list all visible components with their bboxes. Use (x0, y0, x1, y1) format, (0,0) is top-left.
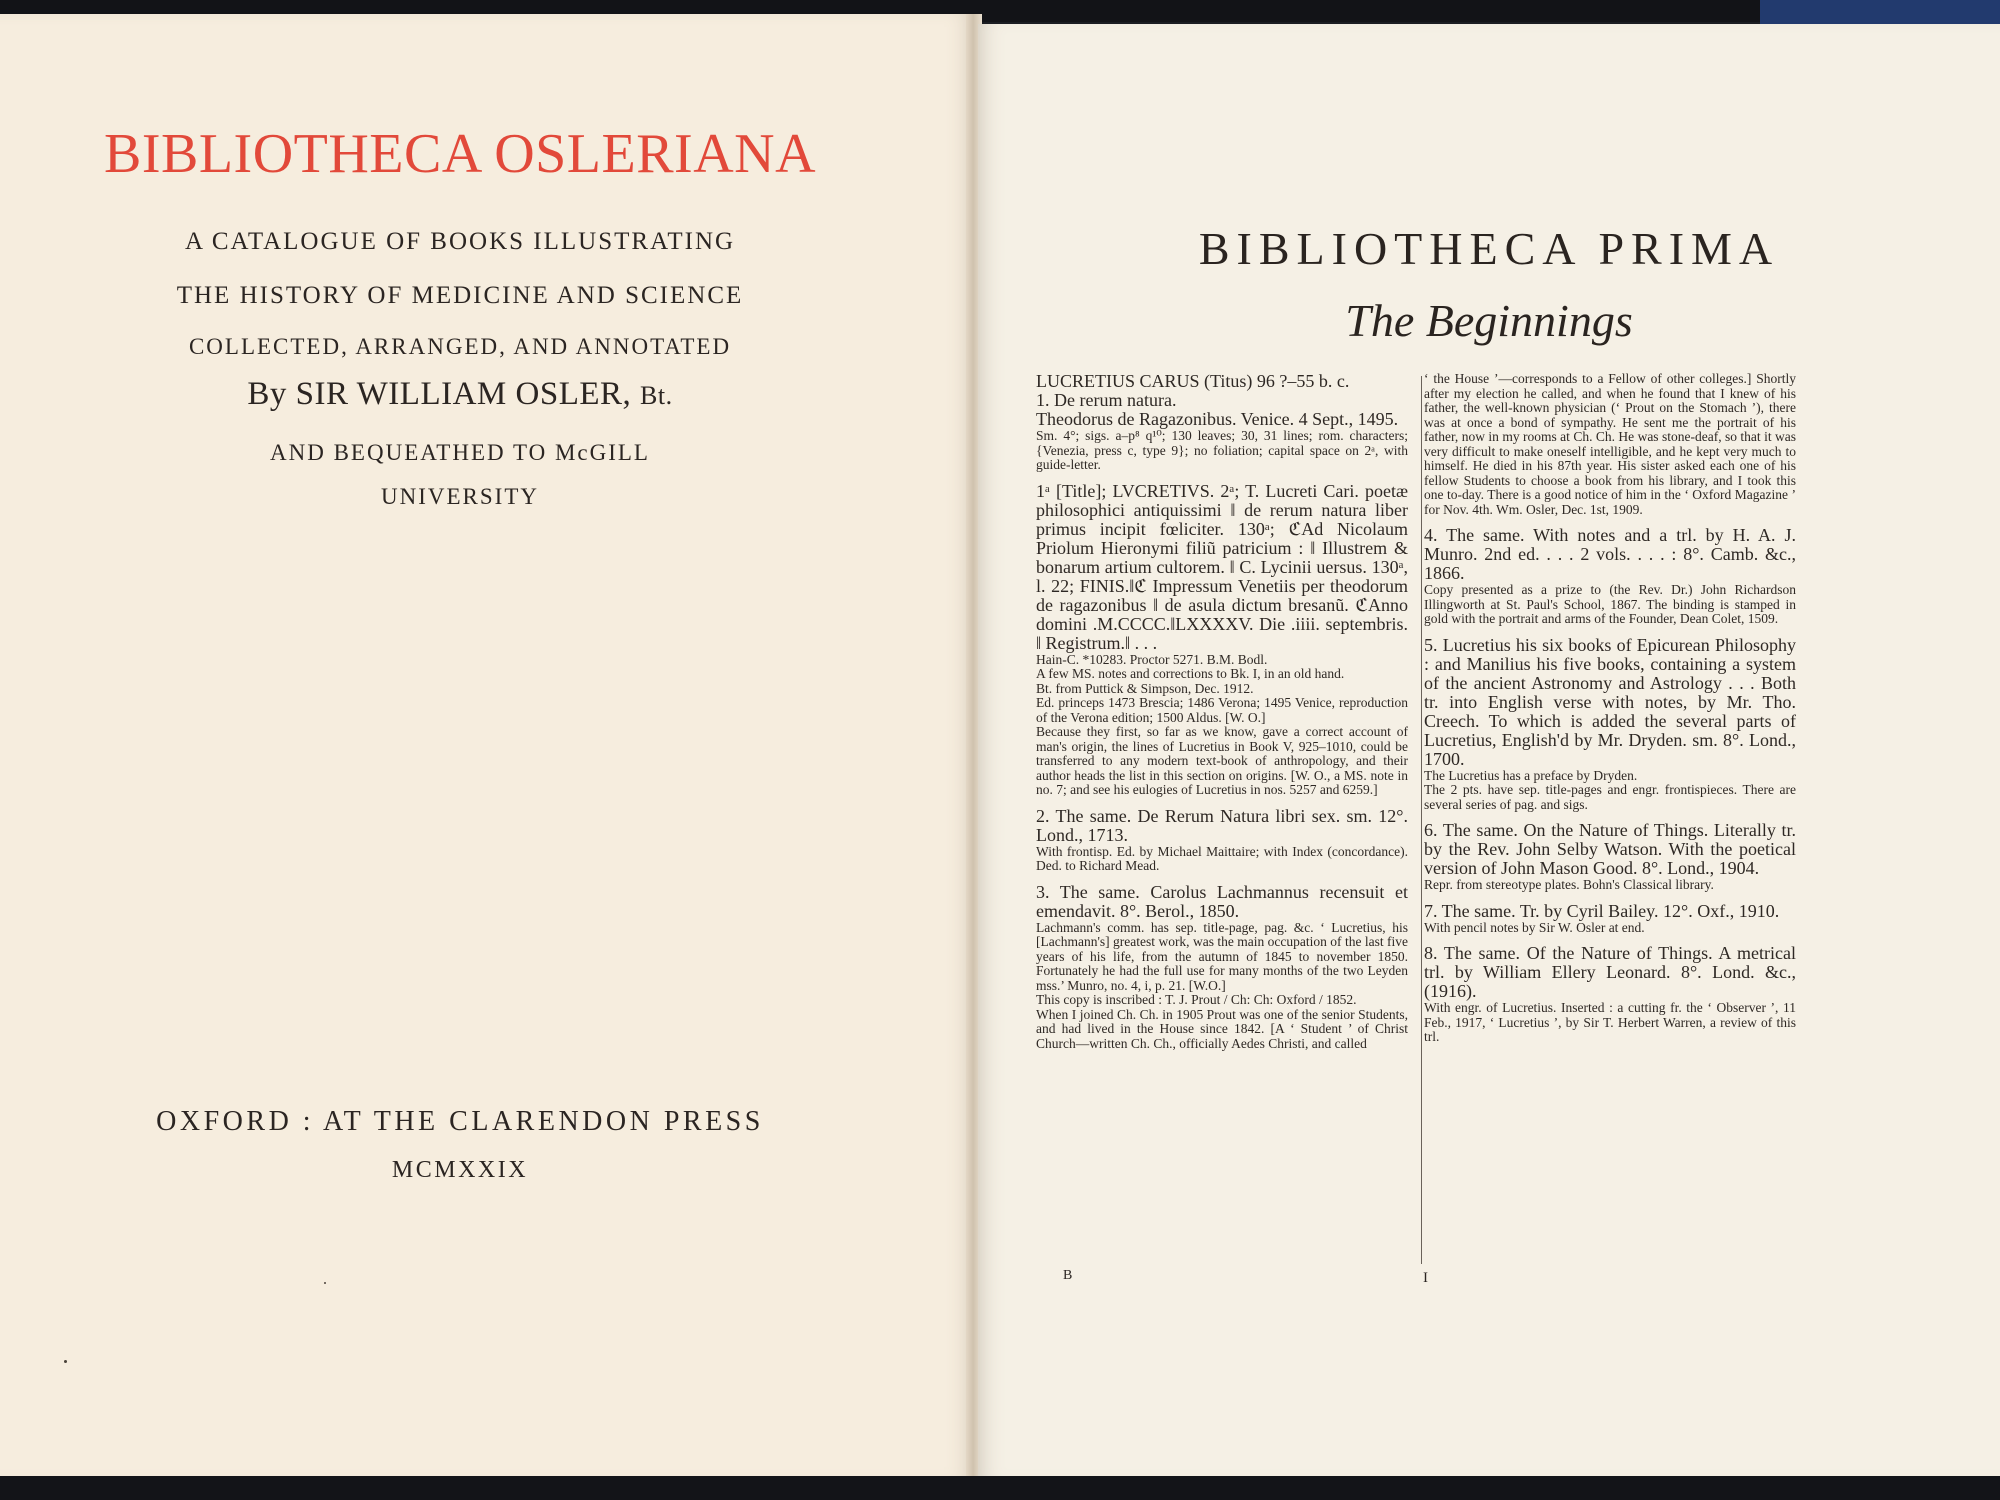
author-name: SIR WILLIAM OSLER, (295, 376, 632, 412)
author-line (0, 376, 920, 413)
left-page-title-page (0, 14, 975, 1480)
publisher-imprint: OXFORD : AT THE CLARENDON PRESS (156, 1106, 764, 1137)
left-column (1036, 372, 1408, 1051)
entry-note: The 2 pts. have sep. title-pages and engr. frontispieces. There are several series of pag. and sigs. (1424, 782, 1796, 812)
entry-note: Hain-C. *10283. Proctor 5271. B.M. Bodl. (1036, 651, 1268, 667)
page-number: I (1423, 1270, 1428, 1286)
bequest-line-2: UNIVERSITY (381, 484, 539, 509)
entry-note: Because they first, so far as we know, gave a correct account of man's origin, the lines of Lucretius in Book V, 925–1010, could be transferred to any modern text-book of anthropology, and their author heads the list in this section on origins. [W. O., a MS. note in no. 7; and see his eulogies of Lucretius in nos. 5257 and 6259.] (1036, 724, 1408, 797)
entry-note: ‘ the House ’—corresponds to a Fellow of other colleges.] Shortly after my election he called, and when he found that I knew of his father, the well-known physician (‘ Prout on the Stomach ’), there was at once a bond of sympathy. He sent me the portrait of his father, now in my rooms at Ch. Ch. He was stone-deaf, so that it was very difficult to make oneself intelligible, and he kept very much to himself. He died in his 87th year. His sister asked each one of his fellow Students to choose a book from his library, and I took this one to-day. There is a good notice of him in the ‘ Oxford Magazine ’ for Nov. 4th. Wm. Osler, Dec. 1st, 1909. (1424, 371, 1796, 517)
section-subtitle: The Beginnings (1345, 295, 1633, 346)
catalogue-entry: 3. The same. Carolus Lachmannus recensuit et emendavit. 8°. Berol., 1850. (1036, 881, 1408, 921)
entry-note: With engr. of Lucretius. Inserted : a cutting fr. the ‘ Observer ’, 11 Feb., 1917, ‘ Lucretius ’, by Sir T. Herbert Warren, a review of this trl. (1424, 1000, 1796, 1044)
entry-note: With frontisp. Ed. by Michael Maittaire; with Index (concordance). Ded. to Richard Mead. (1036, 843, 1408, 873)
catalogue-entry: 8. The same. Of the Nature of Things. A metrical trl. by William Ellery Leonard. 8°. Lond. &c., (1916). (1424, 943, 1796, 1001)
section-title: BIBLIOTHECA PRIMA (1198, 223, 1780, 274)
catalogue-entry: 5. Lucretius his six books of Epicurean Philosophy : and Manilius his five books, containing a system of the ancient Astronomy and Astrology . . . Both tr. into English verse with notes, by Mr. Tho. Creech. To which is added the several parts of Lucretius, English'd by Mr. Dryden. sm. 8°. Lond., 1700. (1424, 634, 1796, 769)
entry-note: This copy is inscribed : T. J. Prout / Ch: Ch: Oxford / 1852. (1036, 992, 1357, 1007)
subtitle-line-3: COLLECTED, ARRANGED, AND ANNOTATED (188, 334, 732, 359)
catalogue-entry: LUCRETIUS CARUS (Titus) 96 ?–55 b. c. (1036, 371, 1350, 391)
catalogue-entry: 1ᵃ [Title]; LVCRETIVS. 2ᵃ; T. Lucreti Cari. poetæ philosophici antiquissimi ‖ de rerum natura liber primus incipit fœliciter. 130ᵃ; ℭAd Nicolaum Priolum Hieronymi filiũ patricium : ‖ Illustrem & bonarum artium cultorem. ‖ C. Lycinii uersus. 130ᵃ, l. 22; FINIS.‖ℭ Impressum Venetiis per theodorum de ragazonibus ‖ de asula dictum bresanũ. ℭAnno domini .M.CCCC.‖LXXXXV. Die .iiii. septembris. ‖ Registrum.‖ . . . (1036, 480, 1408, 653)
right-page-catalogue (978, 24, 2000, 1478)
catalogue-entry: 7. The same. Tr. by Cyril Bailey. 12°. Oxf., 1910. (1424, 900, 1780, 921)
entry-note: The Lucretius has a preface by Dryden. (1424, 767, 1638, 783)
signature-mark: B (1063, 1268, 1073, 1283)
catalogue-entry: 2. The same. De Rerum Natura libri sex. sm. 12°. Lond., 1713. (1036, 805, 1408, 845)
paper-speck (64, 1360, 67, 1363)
right-column (1424, 372, 1796, 1045)
author-by: By (247, 376, 287, 412)
entry-note: Sm. 4°; sigs. a–p⁸ q¹⁰; 130 leaves; 30, 31 lines; rom. characters; {Venezia, press c, type 9}; no foliation; capital space on 2ᵃ, with guide-letter. (1036, 428, 1408, 472)
bequest-line-1: AND BEQUEATHED TO McGILL (270, 440, 650, 465)
entry-note: With pencil notes by Sir W. Osler at end. (1424, 919, 1645, 935)
publication-year: MCMXXIX (391, 1157, 529, 1183)
entry-note: When I joined Ch. Ch. in 1905 Prout was one of the senior Students, and had lived in the House since 1842. [A ‘ Student ’ of Christ Church—written Ch. Ch., officially Aedes Christi, and called (1036, 1006, 1408, 1051)
column-rule (1421, 376, 1422, 1264)
entry-note: Repr. from stereotype plates. Bohn's Classical library. (1424, 877, 1714, 892)
book-title: BIBLIOTHECA OSLERIANA (103, 123, 817, 185)
entry-note: A few MS. notes and corrections to Bk. I, in an old hand. (1036, 666, 1345, 681)
entry-note: Copy presented as a prize to (the Rev. Dr.) John Richardson Illingworth at St. Paul's School, 1867. The binding is stamped in gold with the portrait and arms of the Founder, Dean Colet, 1509. (1424, 582, 1796, 626)
catalogue-entry: 1. De rerum natura. (1036, 390, 1177, 410)
bottom-edge-shadow (0, 1476, 2000, 1500)
entry-note: Bt. from Puttick & Simpson, Dec. 1912. (1036, 680, 1254, 696)
paper-speck (324, 1282, 326, 1284)
entry-note: Lachmann's comm. has sep. title-page, pag. &c. ‘ Lucretius, his [Lachmann's] greatest work, was the main occupation of the last five years of his life, from the autumn of 1845 to november 1850. Fortunately he had the full use for many months of the two Leyden mss.’ Munro, no. 4, i, p. 21. [W.O.] (1036, 919, 1408, 993)
catalogue-entry: Theodorus de Ragazonibus. Venice. 4 Sept., 1495. (1036, 409, 1399, 429)
catalogue-entry: 4. The same. With notes and a trl. by H. A. J. Munro. 2nd ed. . . . 2 vols. . . . : 8°. Camb. &c., 1866. (1424, 525, 1796, 583)
entry-note: Ed. princeps 1473 Brescia; 1486 Verona; 1495 Venice, reproduction of the Verona edition; 1500 Aldus. [W. O.] (1036, 695, 1408, 725)
subtitle-line-2: THE HISTORY OF MEDICINE AND SCIENCE (176, 282, 744, 309)
catalogue-entry: 6. The same. On the Nature of Things. Literally tr. by the Rev. John Selby Watson. With the poetical version of John Mason Good. 8°. Lond., 1904. (1424, 820, 1796, 878)
subtitle-line-1: A CATALOGUE OF BOOKS ILLUSTRATING (184, 228, 736, 255)
author-bt: Bt. (640, 381, 673, 410)
